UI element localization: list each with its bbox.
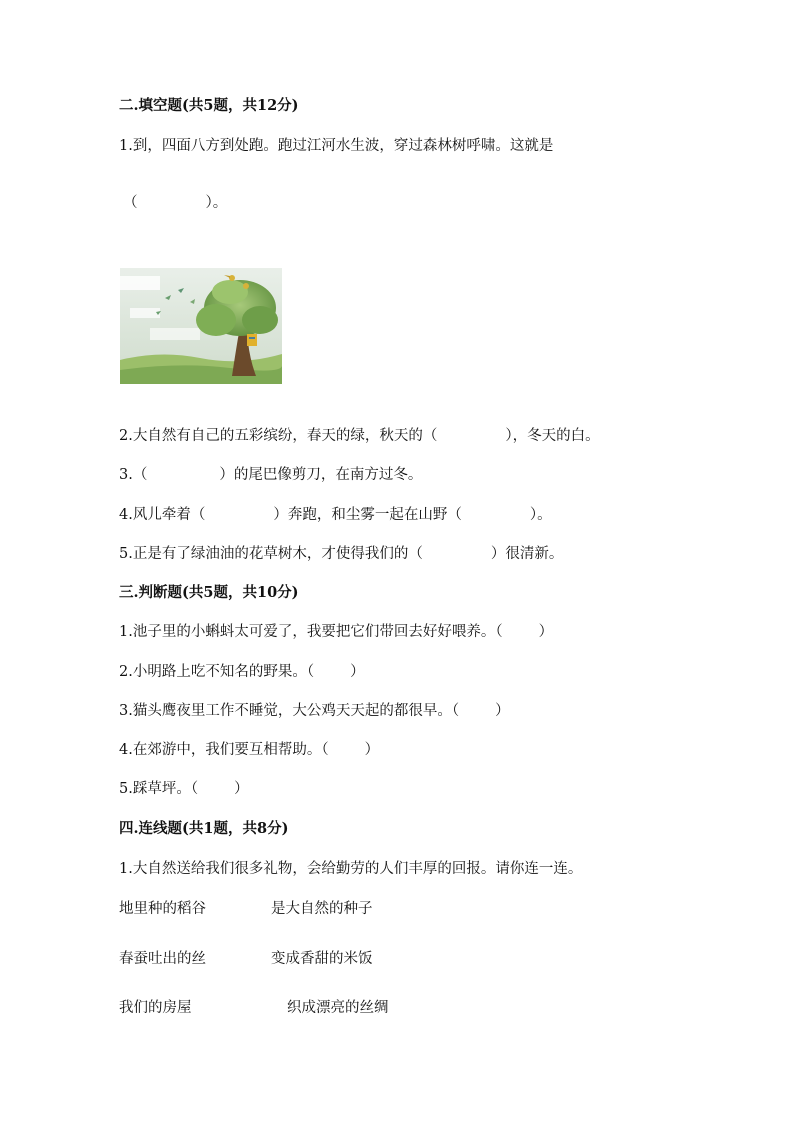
matching-left-item[interactable]: 地里种的稻谷: [119, 901, 206, 917]
judgement-text: 5.踩草坪。（: [119, 781, 199, 797]
judgement-item: [119, 701, 510, 721]
judgement-item: [119, 779, 249, 799]
judgement-close: ）: [350, 664, 365, 680]
tree-with-birds-icon: [120, 268, 282, 384]
question-2-text-end: ），冬天的白。: [505, 428, 600, 444]
judgement-close: ）: [538, 624, 554, 640]
question-4-text-middle: ）奔跑，和尘雾一起在山野（: [273, 507, 462, 523]
answer-open-paren: （: [123, 195, 138, 211]
fill-blank-heading: 二.填空题(共5题，共12分): [119, 97, 299, 114]
question-5-text-end: ）很清新。: [490, 546, 564, 562]
judgement-close: ）: [234, 781, 249, 797]
judgement-text: 2.小明路上吃不知名的野果。（: [119, 664, 315, 680]
question-2-text: 2.大自然有自己的五彩缤纷，春天的绿，秋天的（: [119, 428, 438, 444]
matching-prompt: 1.大自然送给我们很多礼物，会给勤劳的人们丰厚的回报。请你连一连。: [119, 861, 583, 877]
question-4-text-end: ）。: [529, 507, 552, 523]
question-1: 1.到，四面八方到处跑。跑过江河水生波，穿过森林树呼啸。这就是: [119, 138, 554, 154]
matching-right-item[interactable]: 织成漂亮的丝绸: [287, 1000, 389, 1016]
matching-heading: 四.连线题(共1题，共8分): [119, 820, 289, 837]
question-3-text-end: ）的尾巴像剪刀，在南方过冬。: [219, 467, 423, 483]
judgement-text: 4.在郊游中，我们要互相帮助。（: [119, 742, 329, 758]
judgement-item: [119, 622, 553, 642]
matching-right-item[interactable]: 变成香甜的米饭: [271, 951, 373, 967]
question-5-text: 5.正是有了绿油油的花草树木，才使得我们的（: [119, 546, 423, 562]
answer-close-paren: ）。: [205, 195, 228, 211]
judgement-text: 1.池子里的小蝌蚪太可爱了，我要把它们带回去好好喂养。（: [119, 624, 503, 640]
judgement-close: ）: [364, 742, 380, 758]
judgement-text: 3.猫头鹰夜里工作不睡觉，大公鸡天天起的都很早。（: [119, 703, 460, 719]
question-2: [119, 426, 600, 446]
judgement-item: [119, 740, 379, 760]
question-3-text: 3.（: [119, 467, 148, 483]
matching-right-item[interactable]: 是大自然的种子: [271, 901, 373, 917]
judgement-close: ）: [495, 703, 510, 719]
judgement-item: [119, 662, 365, 682]
matching-left-item[interactable]: 春蚕吐出的丝: [119, 951, 206, 967]
question-4-text: 4.风儿牵着（: [119, 507, 206, 523]
question-1-answer[interactable]: [123, 193, 227, 213]
matching-left-item[interactable]: 我们的房屋: [119, 1000, 192, 1016]
question-3: [119, 465, 422, 485]
question-4: [119, 505, 552, 525]
illustration: [120, 268, 282, 384]
true-false-heading: 三.判断题(共5题，共10分): [119, 584, 299, 601]
question-5: [119, 544, 563, 564]
